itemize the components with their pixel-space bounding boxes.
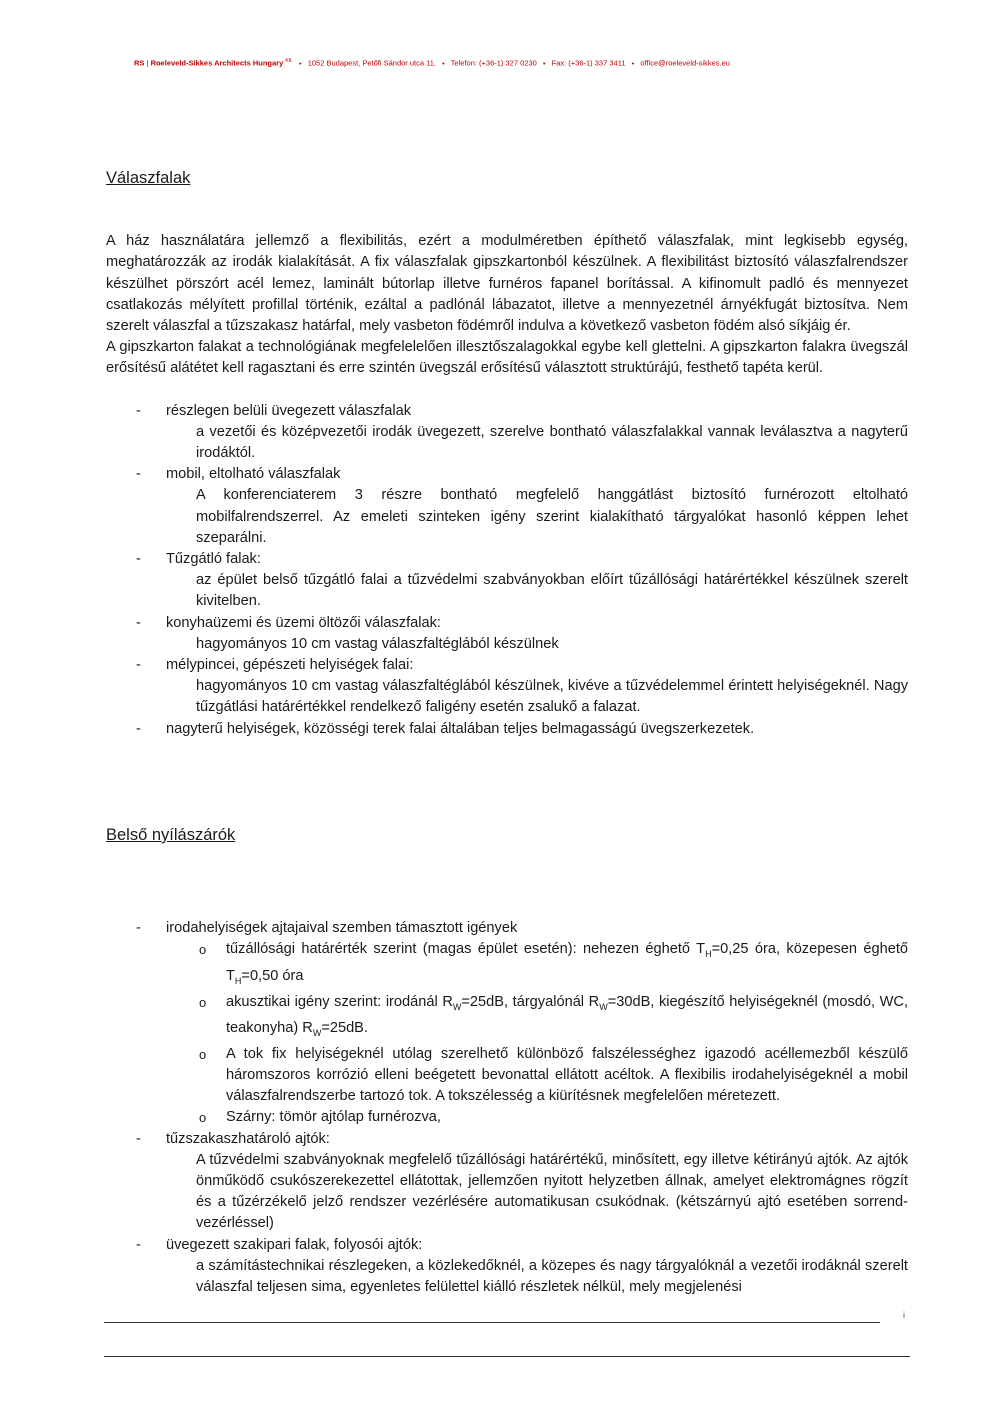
list-item: - mélypincei, gépészeti helyiségek falai:	[136, 657, 414, 674]
fax: Fax: (+36-1) 337 3411	[551, 58, 626, 68]
list-item: - Tűzgátló falak:	[136, 551, 261, 568]
circle-bullet-icon	[199, 1107, 206, 1128]
list-item: - tűzszakaszhatároló ajtók:	[136, 1130, 330, 1147]
list-item-text: A tűzvédelmi szabványoknak megfelelő tűzállósági határértékű, minősített, egy illetve kétirányú ajtók. Az ajtók önműködő csukószerekezettel ellátottak, jellemzően nyitott helyzetben állnak, amelyet elektromágnes rögzít és a tűzérzékelő jelző rendszer vezérlésére automatikusan csukódnak. (kétszárnyú ajtó esetében sorrend-vezérléssel)	[196, 1151, 908, 1232]
letterhead: RS | Roeleveld-Sikkes Architects Hungary $^{Kft.}$ • 1052 Budapest, Petőfi Sándor utca 11. • Telefon: (+36-1) 327 0230 • Fax: (+36-1) 337 3411 • office@roeleveld-sikkes.eu	[134, 58, 730, 68]
email-link[interactable]: office@roeleveld-sikkes.eu	[640, 58, 730, 68]
list-item: - irodahelyiségek ajtajaival szemben támasztott igények	[136, 920, 518, 937]
list-item-text: az épület belső tűzgátló falai a tűzvédelmi szabványokban előírt tűzállósági határértékkel készülnek szerelt kivitelben.	[196, 572, 908, 610]
paragraph: A ház használatára jellemző a flexibilitás, ezért a modulméretben építhető válaszfalak, mint legkisebb egység, meghatározzák az irodák kialakítását. A fix válaszfalak gipszkartonból készülnek. A flexibilitást biztosító válaszfalrendszer készülhet pörszórt acél lemez, laminált bútorlap illetve furnéros fapanel borítással. A kifinomult padló és mennyezet csatlakozás mélyített profillal történik, ezáltal a padlónál lábazatot, illetve a mennyezetnél árnyékfugát biztosítva. Nem szerelt válaszfal a tűzszakasz határfal, mely vasbeton födémről indulva a következő vasbeton födém alsó síkjáig ér.	[106, 233, 908, 335]
circle-bullet-icon	[199, 939, 206, 960]
sub-list-item: o Szárny: tömör ajtólap furnérozva,	[106, 1107, 908, 1128]
sub-list-item: o tűzállósági határérték szerint (magas épület esetén): nehezen éghető $T_H=0,25$ óra, közepesen éghető $T_H=0,50$ óra	[106, 939, 908, 991]
list-item-text: hagyományos 10 cm vastag válaszfaltéglából készülnek, kivéve a tűzvédelemmel érintett helyiségeknél. Nagy tűzgátlási határértékkel rendelkező faligény esetén zsalukő a falazat.	[196, 678, 908, 716]
footer-rule	[104, 1322, 880, 1323]
logo-mark: RS	[134, 58, 145, 68]
list-item: - nagyterű helyiségek, közösségi terek falai általában teljes belmagasságú üvegszerkezetek.	[136, 720, 755, 737]
page-mark: i	[903, 1310, 905, 1320]
section-title: Válaszfalak	[106, 169, 191, 187]
section-valaszfalak	[106, 168, 908, 740]
list-item-text: hagyományos 10 cm vastag válaszfaltéglából készülnek	[196, 635, 559, 652]
paragraph: A gipszkarton falakat a technológiának megfelelelően illesztőszalagokkal egybe kell glettelni. A gipszkarton falakra üvegszál erősítésű alátétet kell ragasztani és erre szintén üvegszál erősítésű választott struktúrájú, festhető tapéta kerül.	[106, 339, 908, 377]
address: 1052 Budapest, Petőfi Sándor utca 11.	[307, 58, 436, 68]
sub-list-item: o akusztikai igény szerint: irodánál $R_W=25dB$, tárgyalónál $R_W=30dB$, kiegészítő helyiségeknél (mosdó, WC, teakonyha) $R_W=25dB$.	[106, 992, 908, 1044]
list-item: - részlegen belüli üvegezett válaszfalak	[136, 402, 411, 419]
list-item: - konyhaüzemi és üzemi öltözői válaszfalak:	[136, 614, 441, 631]
list-item-text: a számítástechnikai részlegeken, a közlekedőknél, a közepes és nagy tárgyalóknál a vezetői irodáknál szerelt válaszfal teljesen sima, egyenletes felülettel kiálló részletek nélkül, mely megjelenési	[196, 1257, 908, 1296]
footer-rule	[104, 1356, 910, 1357]
list-item-text: a vezetői és középvezetői irodák üvegezett, szerelve bontható válaszfalakkal vannak leválasztva a nagyterű irodáktól.	[196, 423, 908, 462]
company-suffix: Kft.	[285, 58, 293, 64]
list-item: - mobil, eltolható válaszfalak	[136, 466, 341, 483]
list-item-text: A konferenciaterem 3 részre bontható megfelelő hanggátlást biztosító furnérozott eltolható mobilfalrendszerrel. Az emeleti szinteken igény szerint kialakítható tárgyalókat hasonló képpen lehet szeparálni.	[196, 487, 908, 546]
section-title: Belső nyílászárók	[106, 826, 236, 844]
sub-list-item: o A tok fix helyiségeknél utólag szerelhető különböző falszélességhez igazodó acéllemezből készülő háromszoros korrózió elleni beégetett bevonattal ellátott acéltok. A flexibilis irodahelyiségeknél a mobil válaszfalrendszerbe tartozó tok. A tokszélesség a kiürítésnek megfelelően méretezett.	[106, 1044, 908, 1108]
circle-bullet-icon	[199, 1044, 206, 1065]
circle-bullet-icon	[199, 992, 206, 1013]
phone: Telefon: (+36-1) 327 0230	[450, 58, 537, 68]
section-belso-nyilaszarok	[106, 825, 908, 1298]
list-item: - üvegezett szakipari falak, folyosói ajtók:	[136, 1236, 423, 1253]
company-name: Roeleveld-Sikkes Architects Hungary	[150, 58, 284, 68]
